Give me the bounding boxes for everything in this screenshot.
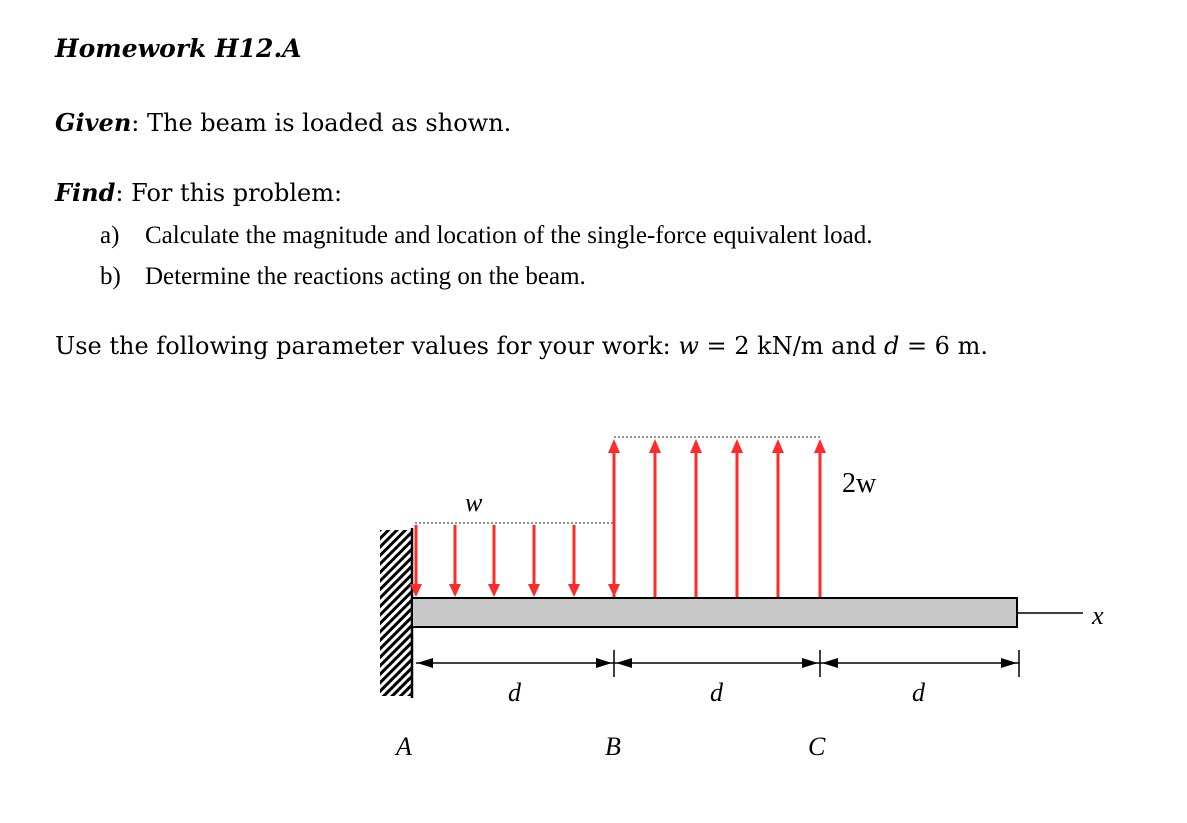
load-w-arrows [410, 525, 620, 597]
find-label: Find [55, 178, 116, 207]
item-text: Determine the reactions acting on the beam. [145, 263, 586, 290]
dimension-label: d [508, 678, 521, 707]
arrow-head [649, 439, 661, 453]
params-prefix: Use the following parameter values for your work: [55, 332, 679, 360]
arrow-head [568, 584, 580, 597]
point-label-c: C [808, 732, 826, 761]
w-value: = 2 kN/m and [698, 332, 884, 360]
item-text: Calculate the magnitude and location of the single-force equivalent load. [145, 222, 873, 249]
fixed-wall-support [380, 530, 412, 696]
dimension-arrowhead [1001, 658, 1017, 668]
item-marker: b) [100, 263, 121, 290]
point-label-a: A [396, 732, 412, 761]
arrow-head [488, 584, 500, 597]
find-text: : For this problem: [115, 179, 343, 207]
load-label-w: w [465, 488, 483, 517]
dimension-label: d [912, 678, 925, 707]
beam [412, 598, 1017, 627]
dimension-lines [416, 650, 1019, 677]
point-label-b: B [605, 732, 621, 761]
load-2w-arrows [608, 439, 826, 597]
x-axis-label: x [1092, 601, 1104, 630]
d-value: = 6 m. [899, 332, 988, 360]
w-symbol: w [678, 332, 699, 360]
given-text: : The beam is loaded as shown. [131, 109, 512, 137]
d-symbol: d [883, 332, 900, 360]
dimension-arrowhead [616, 658, 632, 668]
arrow-head [449, 584, 461, 597]
dimension-arrowhead [822, 658, 838, 668]
arrow-head [731, 439, 743, 453]
arrow-head [608, 439, 620, 453]
given-label: Given [55, 108, 132, 137]
dimension-arrowhead [417, 658, 433, 668]
dimension-arrowhead [802, 658, 818, 668]
dimension-label: d [710, 678, 723, 707]
item-marker: a) [100, 222, 120, 249]
arrow-head [814, 439, 826, 453]
load-label-2w: 2w [842, 468, 877, 499]
arrow-head [690, 439, 702, 453]
dimension-arrowhead [596, 658, 612, 668]
arrow-head [772, 439, 784, 453]
arrow-head [528, 584, 540, 597]
page-title: Homework H12.A [55, 34, 302, 63]
